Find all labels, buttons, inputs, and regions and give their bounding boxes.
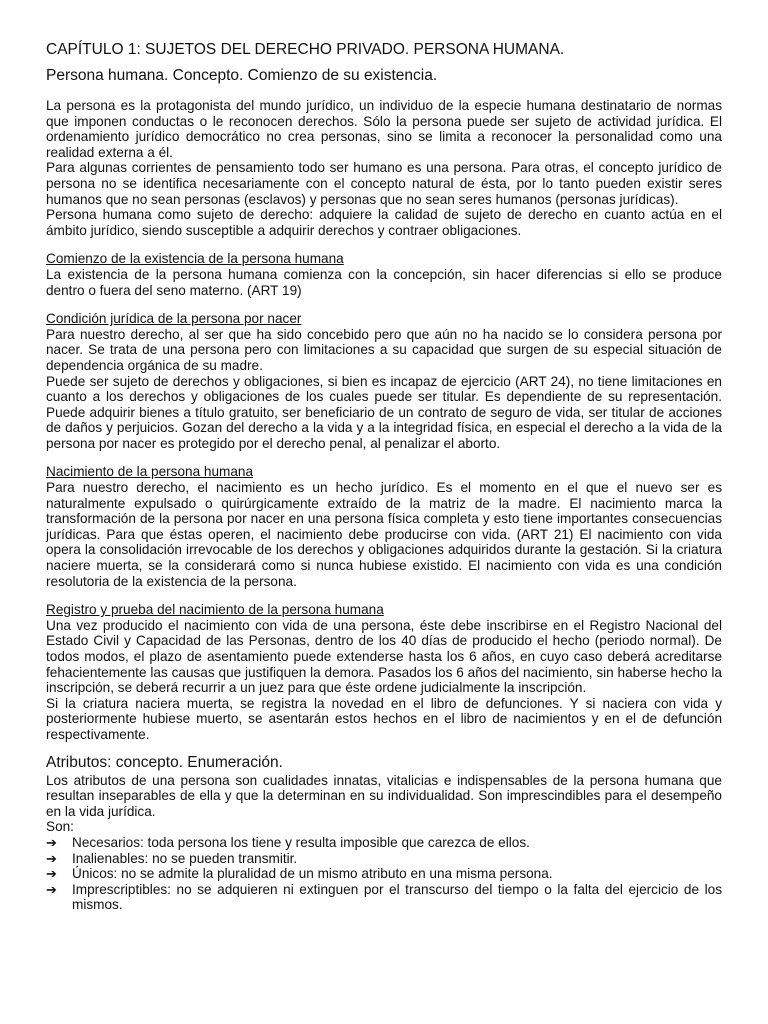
son-label: Son: (46, 819, 74, 835)
list-item (46, 866, 722, 882)
attributes-list (46, 835, 722, 913)
paragraph: Si la criatura naciera muerta, se registra la novedad en el libro de defunciones. Y si naciera con vida y posteriormente hubiese muerto, se asentarán estos hechos en el libro de nacimientos y en el de defunción respectivamente. (46, 695, 722, 742)
arrow-right-icon: ➔ (46, 834, 57, 850)
list-item (46, 835, 722, 851)
paragraph: Puede ser sujeto de derechos y obligaciones, si bien es incapaz de ejercicio (ART 24), no tiene limitaciones en cuanto a los derechos y obligaciones de los cuales puede ser titular. Es dependiente de su representación. Puede adquirir bienes a título gratuito, ser beneficiario de un contrato de seguro de vida, ser titular de acciones de daños y perjuicios. Gozan del derecho a la vida y a la integridad física, en especial el derecho a la vida de la persona por nacer es protegido por el derecho penal, al penalizar el aborto. (46, 373, 722, 451)
arrow-right-icon: ➔ (46, 881, 57, 897)
paragraph: Una vez producido el nacimiento con vida de una persona, éste debe inscribirse en el Registro Nacional del Estado Civil y Capacidad de las Personas, dentro de los 40 días de producido el hecho (periodo normal). De todos modos, el plazo de asentamiento puede extenderse hasta los 6 años, en cuyo caso deberá acreditarse fehacientemente las causas que justifiquen la demora. Pasados los 6 años del nacimiento, sin haberse hecho la inscripción, se deberá recurrir a un juez para que éste ordene judicialmente la inscripción. (46, 617, 722, 696)
paragraph: La persona es la protagonista del mundo jurídico, un individuo de la especie humana destinatario de normas que imponen conductas o le reconocen derechos. Sólo la persona puede ser sujeto de actividad jurídica. El ordenamiento jurídico democrático no crea personas, sino se limita a reconocer la personalidad como una realidad externa a él. (46, 98, 722, 160)
arrow-right-icon: ➔ (46, 866, 57, 882)
paragraph: Los atributos de una persona son cualidades innatas, vitalicias e indispensables de la persona humana que resultan inseparables de ella y que la determinan en su individualidad. Son imprescindibles para el desempeño en la vida jurídica. (46, 772, 722, 819)
subheading-condicion: Condición jurídica de la persona por nacer (46, 311, 302, 327)
subheading-nacimiento: Nacimiento de la persona humana (46, 464, 254, 480)
subheading-comienzo: Comienzo de la existencia de la persona humana (46, 251, 344, 267)
subheading-registro: Registro y prueba del nacimiento de la persona humana (46, 602, 384, 618)
paragraph: Para algunas corrientes de pensamiento todo ser humano es una persona. Para otras, el concepto jurídico de persona no se identifica necesariamente con el concepto natural de ésta, por lo tanto pueden existir seres humanos que no sean personas (esclavos) y personas que no sean seres humanos (personas jurídicas). (46, 160, 722, 207)
chapter-title: CAPÍTULO 1: SUJETOS DEL DERECHO PRIVADO. PERSONA HUMANA. (46, 41, 565, 58)
document-page (46, 40, 722, 913)
list-item-text: Inalienables: no se pueden transmitir. (72, 850, 298, 866)
section-heading-atributos: Atributos: concepto. Enumeración. (46, 753, 283, 771)
list-item (46, 882, 722, 913)
paragraph: Para nuestro derecho, el nacimiento es un hecho jurídico. Es el momento en el que el nuevo ser es naturalmente expulsado o quirúrgicamente extraído de la matriz de la madre. El nacimiento marca la transformación de la persona por nacer en una persona física completa y esto tiene importantes consecuencias jurídicas. Para que éstas operen, el nacimiento debe producirse con vida. (ART 21) El nacimiento con vida opera la consolidación irrevocable de los derechos y obligaciones adquiridos durante la gestación. Si la criatura naciere muerta, se la considerará como si nunca hubiese existido. El nacimiento con vida es una condición resolutoria de la existencia de la persona. (46, 480, 722, 589)
list-item-text: Únicos: no se admite la pluralidad de un mismo atributo en una misma persona. (72, 866, 553, 882)
section-heading-persona-humana: Persona humana. Concepto. Comienzo de su existencia. (46, 67, 438, 84)
list-item-text: Imprescriptibles: no se adquieren ni extinguen por el transcurso del tiempo o la falta del ejercicio de los mismos. (72, 881, 722, 913)
paragraph: La existencia de la persona humana comienza con la concepción, sin hacer diferencias si ello se produce dentro o fuera del seno materno. (ART 19) (46, 266, 722, 298)
paragraph: Persona humana como sujeto de derecho: adquiere la calidad de sujeto de derecho en cuanto actúa en el ámbito jurídico, siendo susceptible a adquirir derechos y contraer obligaciones. (46, 207, 722, 238)
list-item (46, 851, 722, 867)
arrow-right-icon: ➔ (46, 850, 57, 866)
list-item-text: Necesarios: toda persona los tiene y resulta imposible que carezca de ellos. (72, 834, 530, 850)
paragraph: Para nuestro derecho, al ser que ha sido concebido pero que aún no ha nacido se lo considera persona por nacer. Se trata de una persona pero con limitaciones a su capacidad que surgen de su especial situación de dependencia orgánica de su madre. (46, 326, 722, 373)
